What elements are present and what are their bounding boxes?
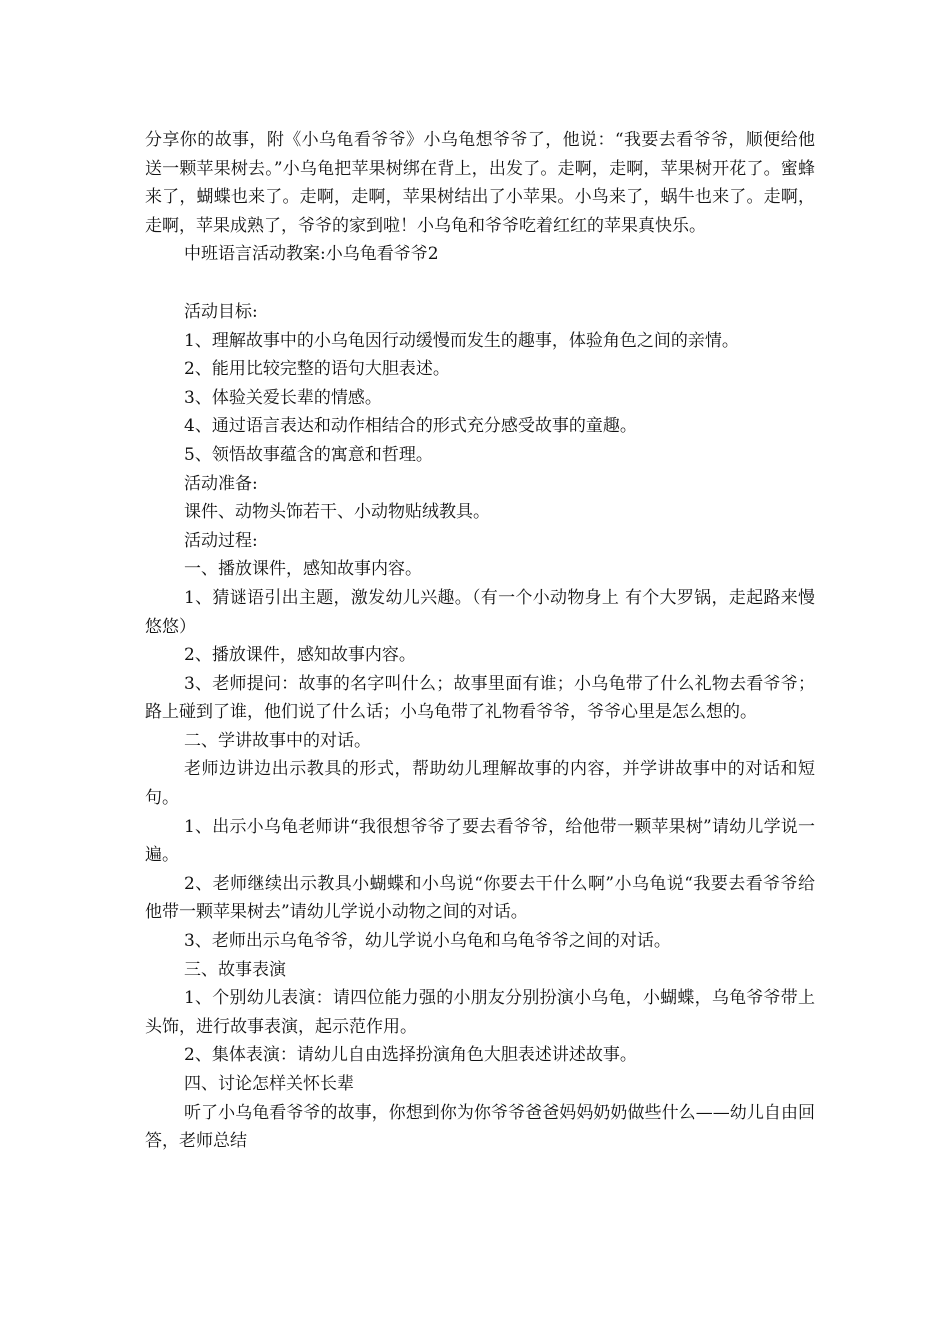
goal-item: 3、体验关爱长辈的情感。 xyxy=(184,387,382,408)
goal-item: 1、理解故事中的小乌龟因行动缓慢而发生的趣事，体验角色之间的亲情。 xyxy=(184,330,739,351)
process-item: 2、集体表演：请幼儿自由选择扮演角色大胆表述讲述故事。 xyxy=(184,1045,637,1066)
section-heading-process: 活动过程: xyxy=(184,530,258,551)
process-item: 3、老师提问：故事的名字叫什么；故事里面有谁；小乌龟带了什么礼物去看爷爷；路上碰到了谁，他们说了什么话；小乌龟带了礼物看爷爷，爷爷心里是怎么想的。 xyxy=(145,673,815,723)
process-item: 2、播放课件，感知故事内容。 xyxy=(184,645,416,666)
process-item: 2、老师继续出示教具小蝴蝶和小鸟说“你要去干什么啊”小乌龟说“我要去看爷爷给他带一颗苹果树去”请幼儿学说小动物之间的对话。 xyxy=(145,873,815,923)
process-step-heading: 一、播放课件，感知故事内容。 xyxy=(184,559,422,580)
process-step-heading: 四、讨论怎样关怀长辈 xyxy=(184,1074,354,1094)
process-item: 1、猜谜语引出主题，激发幼儿兴趣。（有一个小动物身上 有个大罗锅，走起路来慢悠悠） xyxy=(145,587,815,637)
process-item: 老师边讲边出示教具的形式，帮助幼儿理解故事的内容，并学讲故事中的对话和短句。 xyxy=(145,759,815,809)
goal-item: 5、领悟故事蕴含的寓意和哲理。 xyxy=(184,444,433,465)
goal-item: 2、能用比较完整的语句大胆表述。 xyxy=(184,359,450,380)
process-item: 3、老师出示乌龟爷爷，幼儿学说小乌龟和乌龟爷爷之间的对话。 xyxy=(184,931,671,952)
document-body xyxy=(145,126,815,1156)
process-step-heading: 二、学讲故事中的对话。 xyxy=(184,730,371,751)
process-step-heading: 三、故事表演 xyxy=(184,959,286,980)
process-item: 听了小乌龟看爷爷的故事，你想到你为你爷爷爸爸妈妈奶奶做些什么——幼儿自由回答，老师总结 xyxy=(145,1102,815,1152)
lesson-title: 中班语言活动教案:小乌龟看爷爷2 xyxy=(184,244,439,265)
section-heading-goals: 活动目标: xyxy=(184,301,258,322)
section-heading-preparation: 活动准备: xyxy=(184,473,258,494)
story-paragraph: 分享你的故事，附《小乌龟看爷爷》小乌龟想爷爷了，他说：“我要去看爷爷，顺便给他送一颗苹果树去。”小乌龟把苹果树绑在背上，出发了。走啊，走啊，苹果树开花了。蜜蜂来了，蝴蝶也来了。走啊，走啊，苹果树结出了小苹果。小鸟来了，蜗牛也来了。走啊，走啊，苹果成熟了，爷爷的家到啦！小乌龟和爷爷吃着红红的苹果真快乐。 xyxy=(145,130,815,236)
process-item: 1、出示小乌龟老师讲“我很想爷爷了要去看爷爷，给他带一颗苹果树”请幼儿学说一遍。 xyxy=(145,816,815,866)
preparation-text: 课件、动物头饰若干、小动物贴绒教具。 xyxy=(184,502,490,523)
process-item: 1、个别幼儿表演：请四位能力强的小朋友分别扮演小乌龟，小蝴蝶，乌龟爷爷带上头饰，进行故事表演，起示范作用。 xyxy=(145,988,815,1037)
blank-line xyxy=(145,269,815,298)
goal-item: 4、通过语言表达和动作相结合的形式充分感受故事的童趣。 xyxy=(184,416,637,437)
